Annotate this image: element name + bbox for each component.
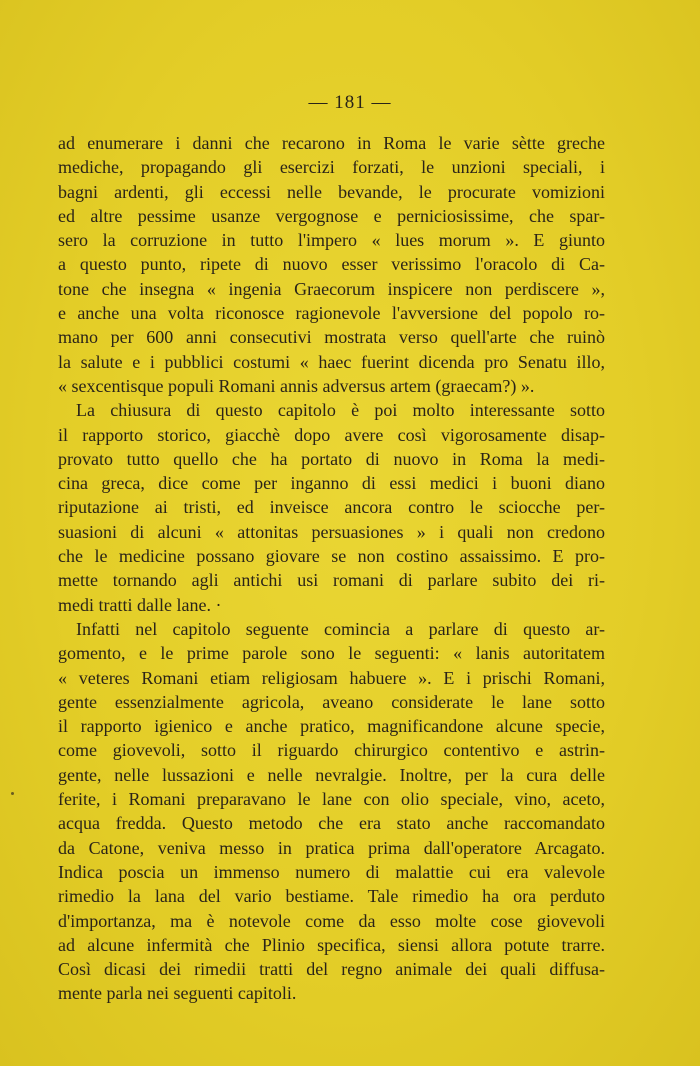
text-line: ed altre pessime usanze vergognose e perniciosissime, che spar- [58,205,605,226]
text-line: Infatti nel capitolo seguente comincia a parlare di questo ar- [76,618,605,639]
text-line: gomento, e le prime parole sono le seguenti: « lanis autoritatem [58,643,605,664]
page-number: — 181 — [308,92,392,113]
text-line: sero la corruzione in tutto l'impero « lues morum ». E giunto [58,230,605,251]
text-line: ad enumerare i danni che recarono in Roma le varie sètte greche [58,133,605,153]
text-line: « sexcentisque populi Romani annis adversus artem (graecam?) ». [58,375,535,396]
text-line: gente essenzialmente agricola, aveano considerate le lane sotto [58,691,605,712]
text-line: tone che insegna « ingenia Graecorum inspicere non perdiscere », [58,278,605,299]
text-line: ad alcune infermità che Plinio specifica, siensi allora potute trarre. [58,934,605,955]
paragraph [58,131,605,398]
text-line: rimedio la lana del vario bestiame. Tale rimedio ha ora perduto [58,886,605,907]
text-line: ferite, i Romani preparavano le lane con olio speciale, vino, aceto, [58,789,605,810]
text-line: e anche una volta riconosce ragionevole l'avversione del popolo ro- [58,303,605,324]
paragraph [58,398,605,617]
text-line: La chiusura di questo capitolo è poi molto interessante sotto [76,400,605,421]
text-line: Così dicasi dei rimedii tratti del regno animale dei quali diffusa- [58,959,605,980]
text-line: « veteres Romani etiam religiosam habuere ». E i prischi Romani, [58,667,605,688]
text-line: cina greca, dice come per inganno di essi medici i buoni diano [58,473,605,494]
text-line: acqua fredda. Questo metodo che era stato anche raccomandato [58,813,605,834]
text-line: il rapporto igienico e anche pratico, magnificandone alcune specie, [58,716,605,737]
text-line: mente parla nei seguenti capitoli. [58,983,297,1004]
text-line: suasioni di alcuni « attonitas persuasiones » i quali non credono [58,521,605,542]
text-line: provato tutto quello che ha portato di nuovo in Roma la medi- [58,448,605,469]
text-line: medi tratti dalle lane. · [58,594,222,615]
paragraph [58,617,605,1006]
text-line: il rapporto storico, giacchè dopo avere così vigorosamente disap- [58,424,605,445]
text-line: da Catone, veniva messo in pratica prima dall'operatore Arcagato. [58,837,605,858]
text-line: a questo punto, ripete di nuovo esser verissimo l'oracolo di Ca- [58,254,605,275]
text-line: mediche, propagando gli esercizi forzati, le unzioni speciali, i [58,157,605,178]
text-line: che le medicine possano giovare se non costino assaissimo. E pro- [58,546,605,567]
text-line: bagni ardenti, gli eccessi nelle bevande, le procurate vomizioni [58,181,605,202]
text-line: mano per 600 anni consecutivi mostrata verso quell'arte che ruinò [58,327,605,348]
text-line: la salute e i pubblici costumi « haec fuerint dicenda pro Senatu illo, [58,351,605,372]
body-text [58,131,605,1006]
text-line: d'importanza, ma è notevole come da esso molte cose giovevoli [58,910,605,931]
text-line: mette tornando agli antichi usi romani di parlare subito dei ri- [58,570,605,591]
text-line: gente, nelle lussazioni e nelle nevralgie. Inoltre, per la cura delle [58,764,605,785]
margin-mark [11,792,14,795]
text-line: come giovevoli, sotto il riguardo chirurgico contentivo e astrin- [58,740,605,761]
text-line: Indica poscia un immenso numero di malattie cui era valevole [58,861,605,882]
text-line: riputazione ai tristi, ed inveisce ancora contro le sciocche per- [58,497,605,518]
